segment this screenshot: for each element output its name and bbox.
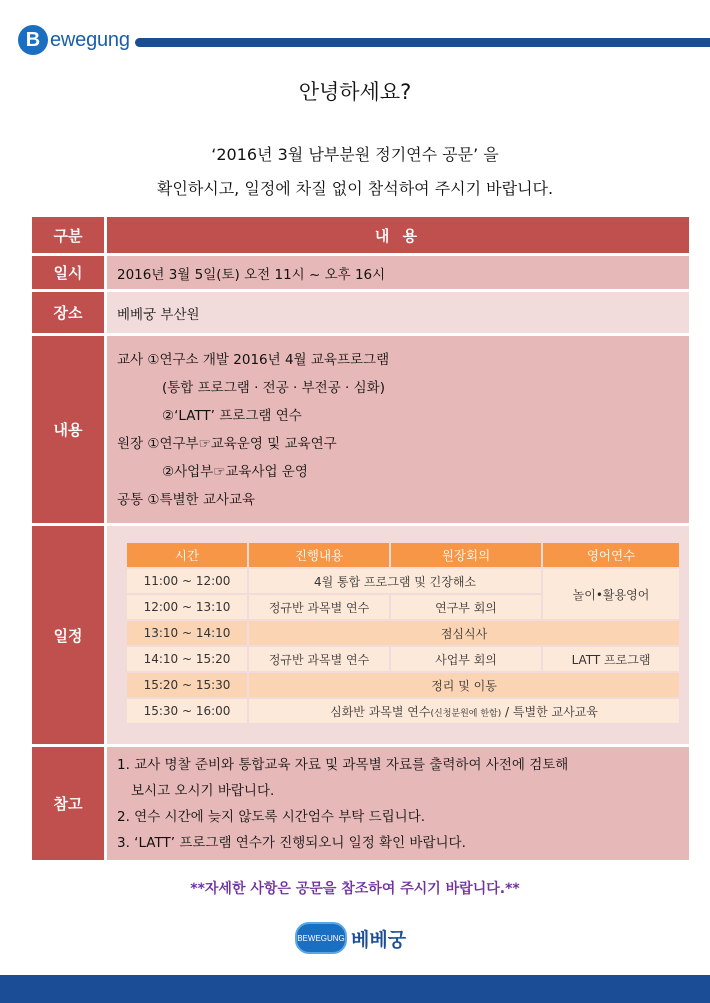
- time-cell: 14:10 ~ 15:20: [127, 647, 247, 671]
- logo-emblem: B: [18, 25, 48, 55]
- program-cell: 정규반 과목별 연수: [249, 647, 389, 671]
- place-value: 베베궁 부산원: [107, 292, 689, 333]
- greeting: 안녕하세요?: [298, 80, 412, 104]
- bottom-logo-emblem: BEWEGUNG: [295, 922, 347, 954]
- schedule-header: 진행내용: [249, 543, 389, 567]
- schedule-row-3: [127, 621, 679, 645]
- program-cell: 4월 통합 프로그램 및 긴장해소: [249, 569, 541, 593]
- content-line: ②사업부☞교육사업 운영: [162, 463, 308, 480]
- content-line: 교사 ①연구소 개발 2016년 4월 교육프로그램: [117, 351, 390, 368]
- note-line: 1. 교사 명찰 준비와 통합교육 자료 및 과목별 자료를 출력하여 사전에 검토해: [117, 756, 569, 773]
- info-table: [32, 217, 689, 860]
- schedule-table: [125, 541, 681, 725]
- time-cell: 12:00 ~ 13:10: [127, 595, 247, 619]
- place-label: 장소: [32, 292, 104, 333]
- header-bar: [135, 38, 710, 47]
- date-label: 일시: [32, 256, 104, 289]
- note-line: 보시고 오시기 바랍니다.: [131, 782, 275, 799]
- content-line: ②‘LATT’ 프로그램 연수: [162, 407, 302, 424]
- english-cell: LATT 프로그램: [543, 647, 679, 671]
- time-cell: 11:00 ~ 12:00: [127, 569, 247, 593]
- footer-note: **자세한 사항은 공문을 참조하여 주시기 바랍니다.**: [190, 881, 520, 897]
- content-row: [32, 336, 689, 523]
- note-value: [107, 747, 689, 860]
- schedule-header: 원장회의: [391, 543, 541, 567]
- schedule-header: 시간: [127, 543, 247, 567]
- content-line: 공통 ①특별한 교사교육: [117, 491, 256, 508]
- program-note: (신청분원에 한함): [430, 708, 502, 719]
- table-header-row: [32, 217, 689, 253]
- program-cell: 정리 및 이동: [249, 673, 679, 697]
- date-value: 2016년 3월 5일(토) 오전 11시 ~ 오후 16시: [107, 256, 689, 289]
- schedule-row-5: [127, 673, 679, 697]
- intro-line-2: 확인하시고, 일정에 차질 없이 참석하여 주시기 바랍니다.: [156, 179, 554, 198]
- intro-line-1: ‘2016년 3월 남부분원 정기연수 공문’ 을: [211, 145, 499, 164]
- english-cell: 놀이•활용영어: [543, 569, 679, 619]
- schedule-header: 영어연수: [543, 543, 679, 567]
- date-row: [32, 256, 689, 289]
- program-cell: 정규반 과목별 연수: [249, 595, 389, 619]
- schedule-row-6: [127, 699, 679, 723]
- note-line: 3. ‘LATT’ 프로그램 연수가 진행되오니 일정 확인 바랍니다.: [117, 834, 466, 851]
- place-row: [32, 292, 689, 333]
- schedule-header-row: [127, 543, 679, 567]
- schedule-value: [107, 526, 689, 744]
- content-label: 내용: [32, 336, 104, 523]
- content-line: 원장 ①연구부☞교육운영 및 교육연구: [117, 435, 337, 452]
- program-text: 심화반 과목별 연수: [330, 704, 431, 719]
- meeting-cell: 연구부 회의: [391, 595, 541, 619]
- time-cell: 15:30 ~ 16:00: [127, 699, 247, 723]
- schedule-row: [32, 526, 689, 744]
- note-line: 2. 연수 시간에 늦지 않도록 시간엄수 부탁 드립니다.: [117, 808, 426, 825]
- bottom-logo: [295, 922, 406, 954]
- logo-text: ewegung: [50, 28, 130, 51]
- time-cell: 15:20 ~ 15:30: [127, 673, 247, 697]
- header-label: 구분: [32, 217, 104, 253]
- note-label: 참고: [32, 747, 104, 860]
- time-cell: 13:10 ~ 14:10: [127, 621, 247, 645]
- schedule-label: 일정: [32, 526, 104, 744]
- program-cell: [249, 699, 679, 723]
- brand-logo: [18, 24, 130, 56]
- note-row: [32, 747, 689, 860]
- schedule-row-1: [127, 569, 679, 593]
- content-line: (통합 프로그램 · 전공 · 부전공 · 심화): [162, 379, 385, 396]
- program-text: / 특별한 교사교육: [501, 704, 598, 719]
- bottom-logo-text: 베베궁: [351, 928, 407, 951]
- meeting-cell: 사업부 회의: [391, 647, 541, 671]
- schedule-row-4: [127, 647, 679, 671]
- header-value: 내 용: [107, 217, 689, 253]
- content-value: [107, 336, 689, 523]
- program-cell: 점심식사: [249, 621, 679, 645]
- footer-bar: [0, 975, 710, 1003]
